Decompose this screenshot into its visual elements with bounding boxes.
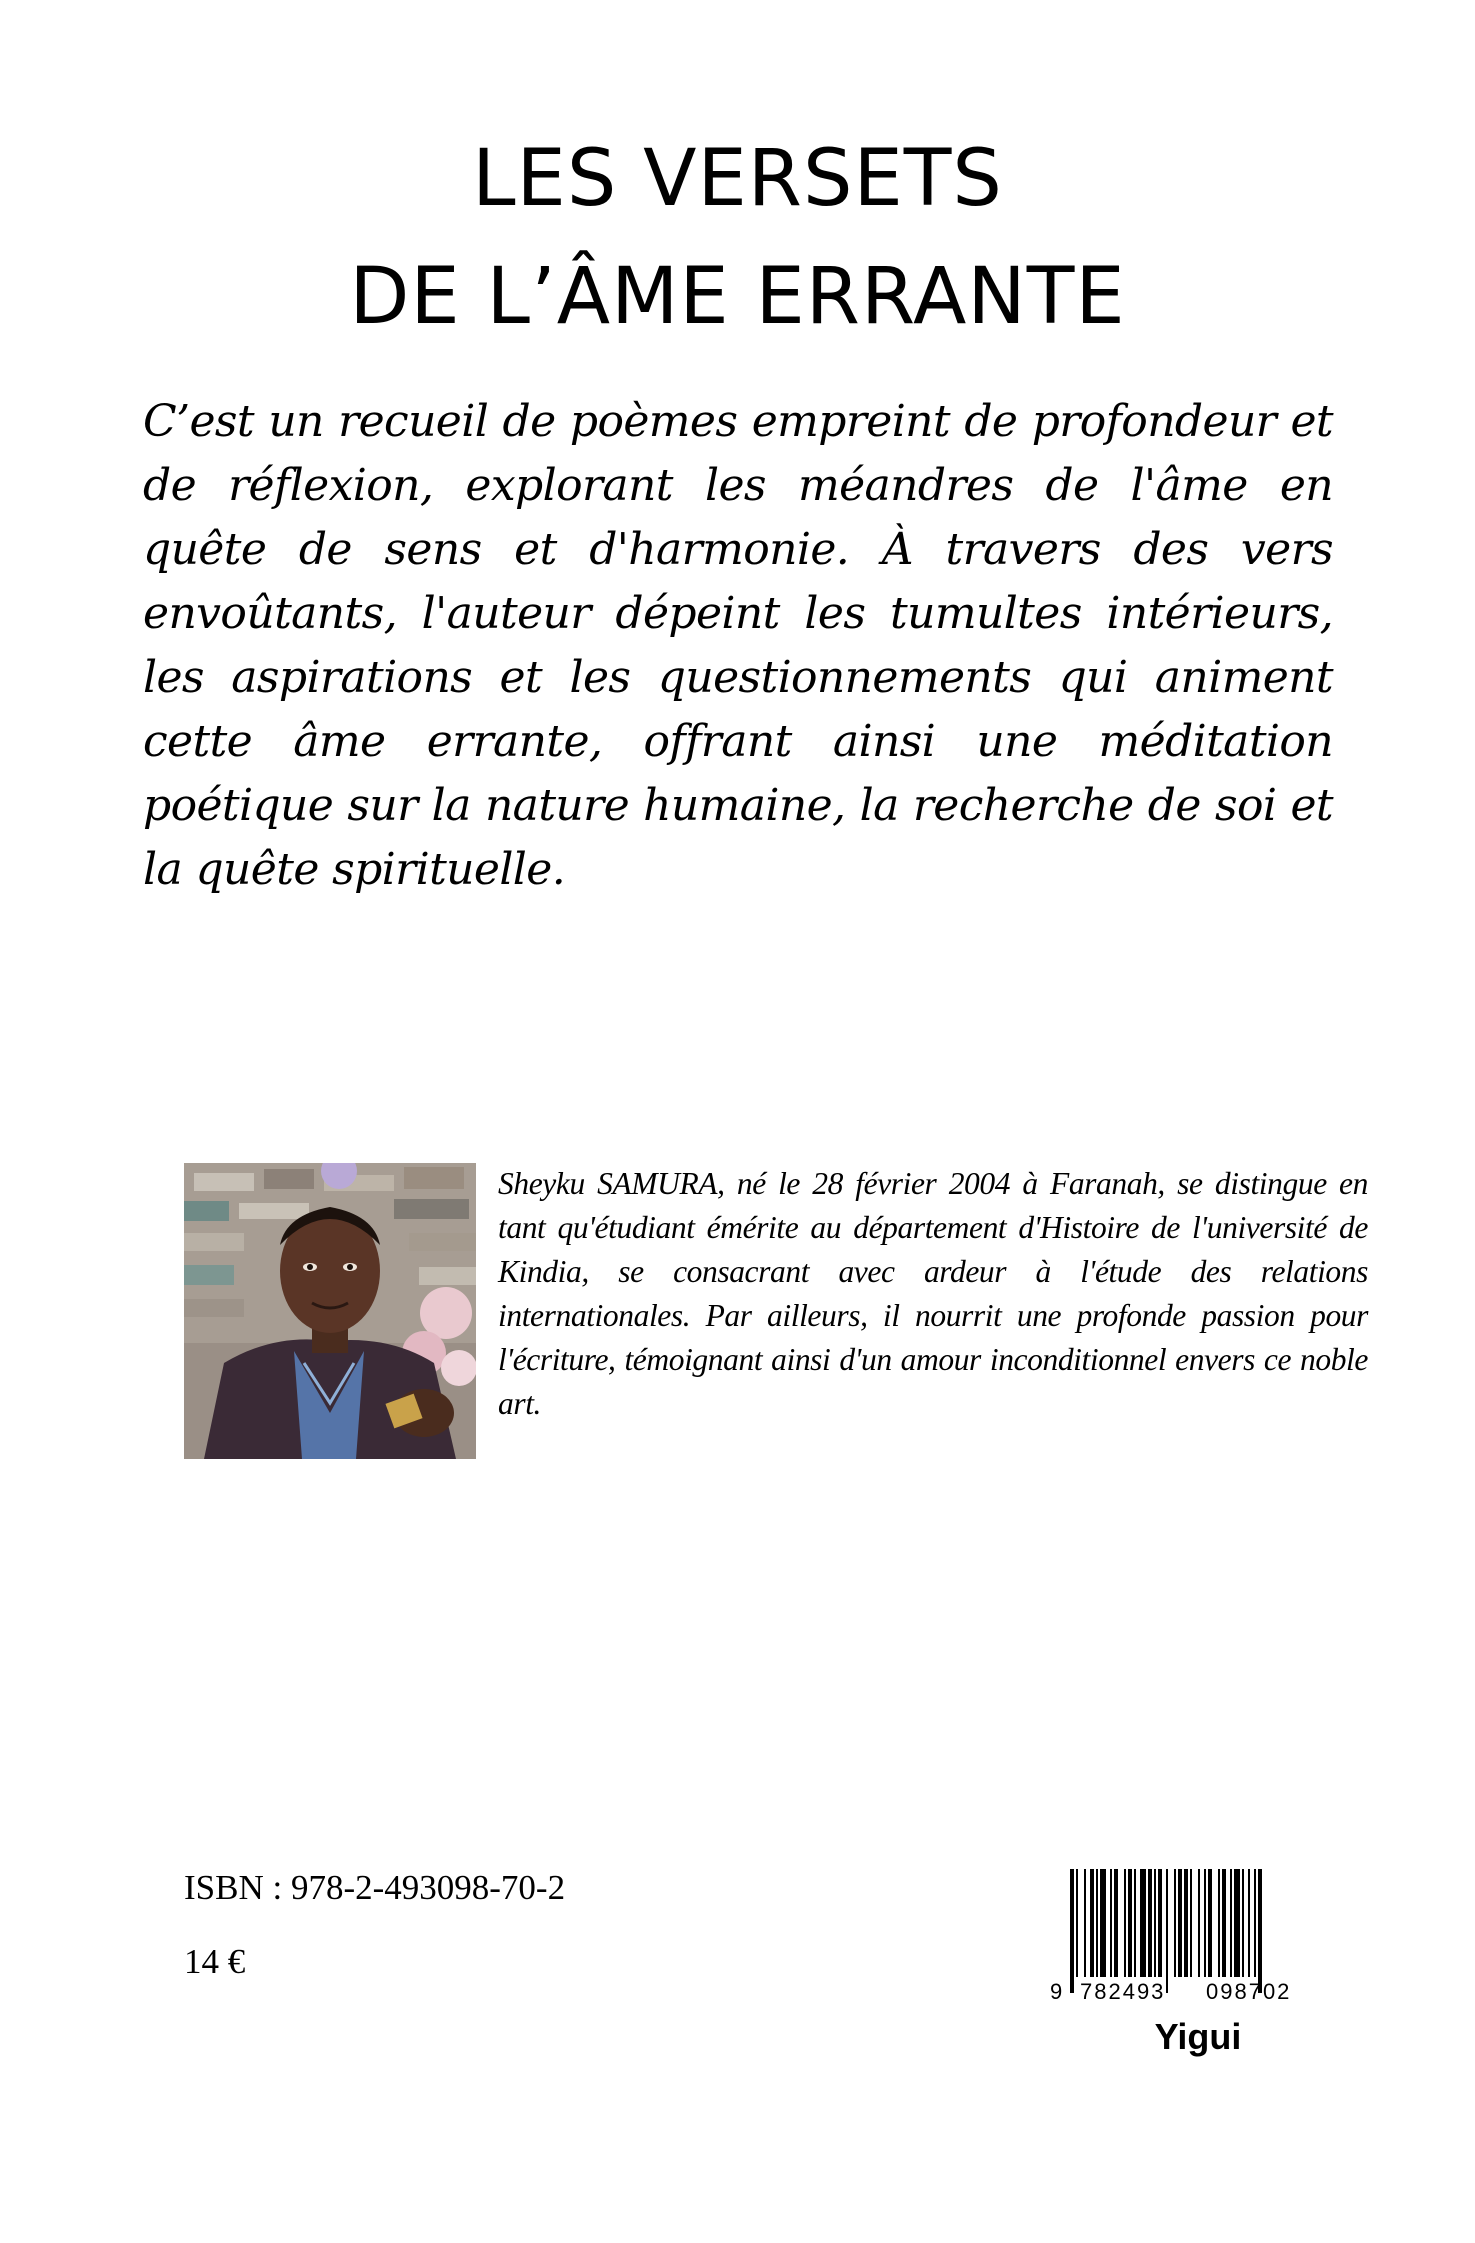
- barcode-bar: [1114, 1869, 1118, 1977]
- barcode-bar: [1166, 1869, 1168, 1993]
- author-photo: [184, 1163, 476, 1459]
- barcode-bar: [1128, 1869, 1132, 1977]
- barcode-bar: [1134, 1869, 1136, 1977]
- barcode-bar: [1234, 1869, 1240, 1977]
- barcode-bar: [1110, 1869, 1112, 1977]
- barcode-bar: [1248, 1869, 1250, 1977]
- barcode-bar: [1254, 1869, 1256, 1977]
- barcode-bar: [1096, 1869, 1098, 1977]
- price: 14 €: [184, 1942, 246, 1981]
- barcode-bar: [1124, 1869, 1126, 1977]
- barcode-bar: [1174, 1869, 1176, 1977]
- barcode-bar: [1190, 1869, 1192, 1977]
- barcode-left-digits: 782493: [1080, 1979, 1166, 2004]
- barcode-bar: [1218, 1869, 1220, 1977]
- barcode-bar: [1230, 1869, 1232, 1977]
- barcode-bar: [1090, 1869, 1094, 1977]
- barcode-bar: [1140, 1869, 1146, 1977]
- barcode-bar: [1184, 1869, 1188, 1977]
- publisher-name: Yigui: [1154, 2016, 1242, 2057]
- barcode-bar: [1178, 1869, 1182, 1977]
- isbn: ISBN : 978-2-493098-70-2: [184, 1868, 566, 1907]
- barcode-bar: [1242, 1869, 1244, 1977]
- barcode-bar: [1258, 1869, 1262, 1993]
- book-title: [0, 120, 1475, 356]
- barcode-bar: [1070, 1869, 1074, 1993]
- barcode-right-digits: 098702: [1206, 1979, 1292, 2004]
- book-summary: C’est un recueil de poèmes empreint de profondeur et de réflexion, explorant les méandres de l'âme en quête de sens et d'harmonie. À travers des vers envoûtants, l'auteur dépeint les tumultes intérieurs, les aspirations et les questionnements qui animent cette âme errante, offrant ainsi une méditation poétique sur la nature humaine, la recherche de soi et la quête spirituelle.: [143, 396, 1333, 895]
- barcode-bar: [1148, 1869, 1152, 1977]
- barcode-bar: [1222, 1869, 1226, 1977]
- title-line-2: DE L’ÂME ERRANTE: [349, 252, 1126, 342]
- barcode-bar: [1084, 1869, 1086, 1977]
- barcode-bar: [1154, 1869, 1156, 1977]
- barcode-lead-digit: 9: [1050, 1979, 1063, 2004]
- barcode-bar: [1208, 1869, 1212, 1977]
- barcode: [1046, 1865, 1346, 2005]
- barcode-bar: [1204, 1869, 1206, 1977]
- barcode-bar: [1100, 1869, 1106, 1977]
- barcode-bar: [1158, 1869, 1162, 1977]
- barcode-bar: [1198, 1869, 1200, 1977]
- title-line-1: LES VERSETS: [472, 134, 1003, 224]
- author-bio: Sheyku SAMURA, né le 28 février 2004 à Faranah, se distingue en tant qu'étudiant émérite au département d'Histoire de l'université de Kindia, se consacrant avec ardeur à l'étude des relations internationales. Par ailleurs, il nourrit une profonde passion pour l'écriture, témoignant ainsi d'un amour inconditionnel envers ce noble art.: [498, 1166, 1368, 1421]
- barcode-bar: [1076, 1869, 1078, 1977]
